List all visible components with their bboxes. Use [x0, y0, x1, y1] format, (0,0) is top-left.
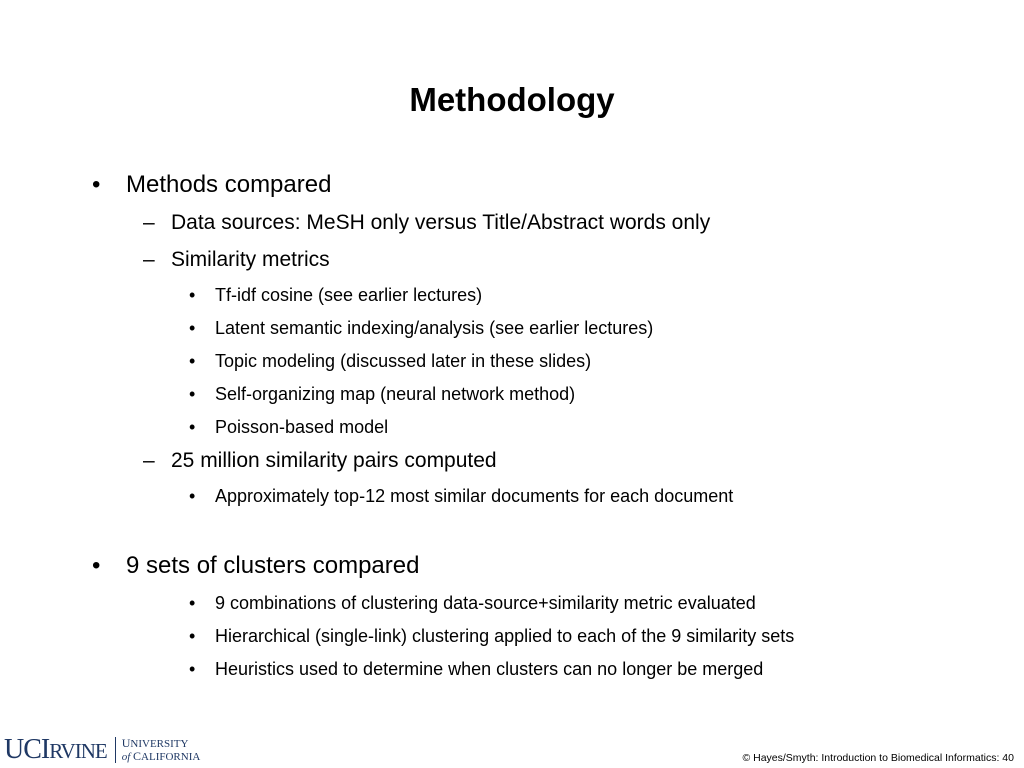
logo-rvine: RVINE: [49, 738, 107, 763]
bullet-item: [189, 657, 764, 681]
logo-uc-irvine-wordmark: [4, 735, 107, 766]
footer-credit: © Hayes/Smyth: Introduction to Biomedical Informatics: 40: [742, 752, 1014, 764]
bullet-text: Hierarchical (single-link) clustering applied to each of the 9 similarity sets: [215, 626, 795, 646]
logo-uc: UC: [4, 733, 41, 765]
bullet-marker: –: [143, 449, 155, 472]
bullet-item: [189, 415, 389, 439]
logo-divider: [115, 737, 116, 763]
slide-title: Methodology: [409, 81, 615, 118]
bullet-item: [92, 170, 332, 200]
bullet-item: [189, 591, 756, 615]
bullet-text: Approximately top-12 most similar documents for each document: [215, 486, 734, 506]
bullet-marker: •: [189, 626, 196, 646]
bullet-item: [189, 316, 654, 340]
bullet-marker: •: [189, 384, 196, 404]
bullet-item: [189, 283, 483, 307]
logo-of: of: [121, 751, 131, 763]
logo-u: U: [121, 736, 131, 750]
bullet-item: [189, 624, 795, 648]
bullet-marker: •: [92, 552, 101, 579]
bullet-text: Latent semantic indexing/analysis (see earlier lectures): [215, 318, 654, 338]
bullet-marker: •: [189, 486, 196, 506]
bullet-text: 9 sets of clusters compared: [126, 552, 420, 579]
bullet-text: 25 million similarity pairs computed: [171, 449, 497, 472]
logo-alifornia: ALIFORNIA: [141, 751, 201, 763]
bullet-item: [189, 484, 734, 508]
logo-university-of-california: [122, 737, 201, 763]
bullet-marker: •: [189, 318, 196, 338]
bullet-item: [143, 447, 497, 475]
bullet-marker: •: [189, 285, 196, 305]
logo-niversity: NIVERSITY: [130, 738, 189, 750]
bullet-marker: •: [189, 659, 196, 679]
bullet-marker: –: [143, 248, 155, 271]
bullet-text: 9 combinations of clustering data-source+similarity metric evaluated: [215, 593, 756, 613]
bullet-text: Heuristics used to determine when clusters can no longer be merged: [215, 659, 764, 679]
bullet-text: Poisson-based model: [215, 417, 389, 437]
bullet-item: [143, 209, 711, 237]
uc-irvine-logo: [4, 733, 200, 767]
bullet-marker: –: [143, 211, 155, 234]
bullet-text: Topic modeling (discussed later in these slides): [215, 351, 592, 371]
bullet-text: Methods compared: [126, 171, 332, 198]
bullet-text: Data sources: MeSH only versus Title/Abstract words only: [171, 211, 711, 234]
bullet-item: [143, 246, 330, 274]
bullet-text: Similarity metrics: [171, 248, 330, 271]
logo-i: I: [40, 733, 50, 765]
logo-california-line: [122, 750, 201, 763]
bullet-marker: •: [189, 351, 196, 371]
bullet-text: Tf-idf cosine (see earlier lectures): [215, 285, 483, 305]
bullet-text: Self-organizing map (neural network method): [215, 384, 576, 404]
bullet-marker: •: [92, 171, 101, 198]
bullet-item: [189, 349, 592, 373]
bullet-item: [92, 551, 420, 581]
bullet-marker: •: [189, 417, 196, 437]
bullet-item: [189, 382, 576, 406]
logo-c: C: [133, 749, 142, 763]
bullet-marker: •: [189, 593, 196, 613]
